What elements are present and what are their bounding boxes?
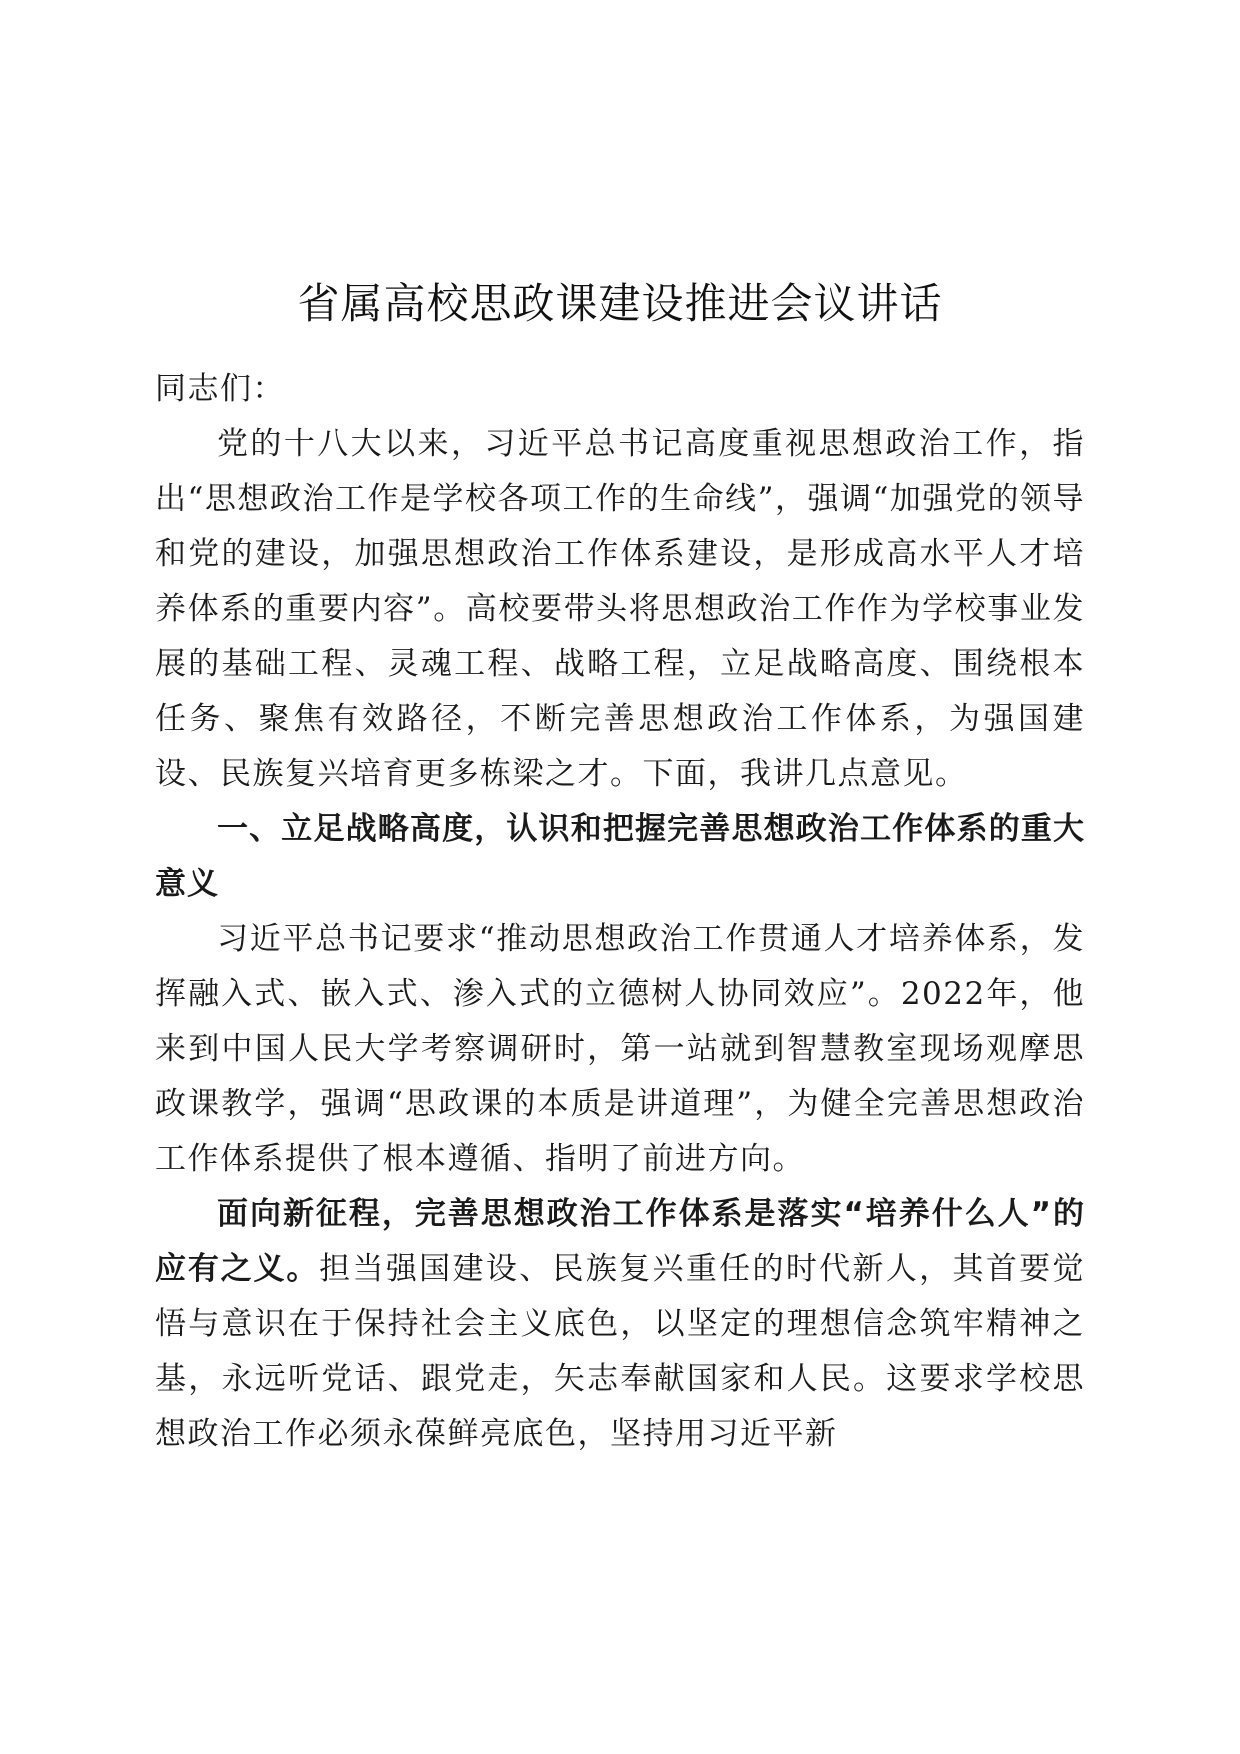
paragraph-2: 习近平总书记要求“推动思想政治工作贯通人才培养体系，发挥融入式、嵌入式、渗入式的立德树人协同效应”。2022年，他来到中国人民大学考察调研时，第一站就到智慧教室现场观摩思政课教学，强调“思政课的本质是讲道理”，为健全完善思想政治工作体系提供了根本遵循、指明了前进方向。 — [155, 921, 1085, 1177]
paragraph-intro: 党的十八大以来，习近平总书记高度重视思想政治工作，指出“思想政治工作是学校各项工作的生命线”，强调“加强党的领导和党的建设，加强思想政治工作体系建设，是形成高水平人才培养体系的重要内容”。高校要带头将思想政治工作作为学校事业发展的基础工程、灵魂工程、战略工程，立足战略高度、围绕根本任务、聚焦有效路径，不断完善思想政治工作体系，为强国建设、民族复兴培育更多栋梁之才。下面，我讲几点意见。 — [155, 426, 1085, 792]
paragraph-3 — [155, 1187, 1085, 1462]
salutation: 同志们： — [155, 371, 285, 407]
paragraph-3-lead: 面向新征程，完善思想政治工作体系是落实“培养什么人”的应有之义。 — [155, 1196, 1085, 1287]
document-body — [155, 362, 1085, 1462]
section-heading-1: 一、立足战略高度，认识和把握完善思想政治工作体系的重大意义 — [155, 811, 1085, 902]
paragraph-3-rest: 担当强国建设、民族复兴重任的时代新人，其首要觉悟与意识在于保持社会主义底色，以坚定的理想信念筑牢精神之基，永远听党话、跟党走，矢志奉献国家和人民。这要求学校思想政治工作必须永葆鲜亮底色，坚持用习近平新 — [155, 1251, 1086, 1452]
document-title: 省属高校思政课建设推进会议讲话 — [297, 279, 943, 328]
